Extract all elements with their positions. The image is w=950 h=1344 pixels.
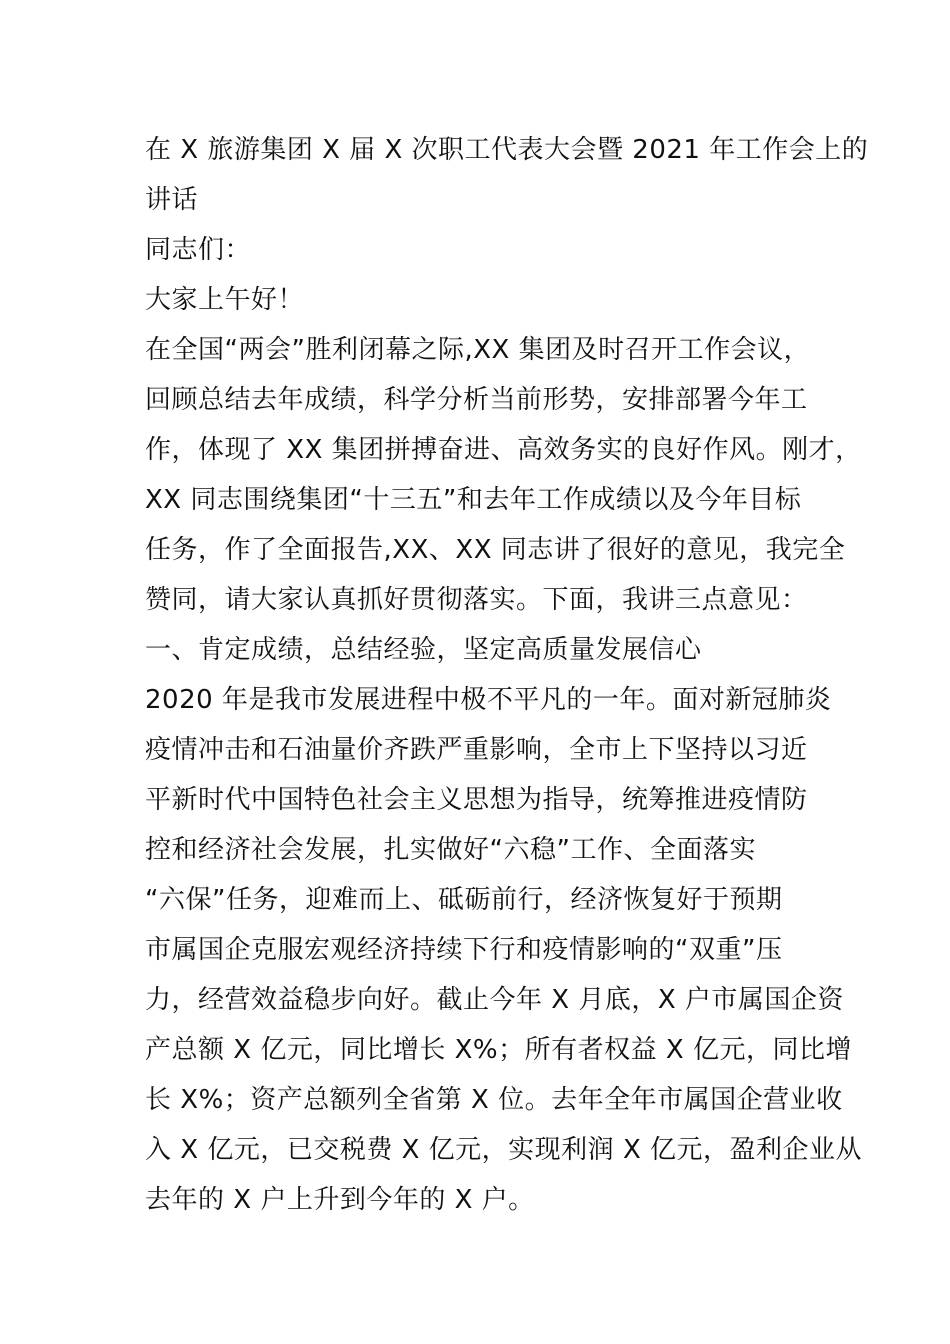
intro-line: 回顾总结去年成绩，科学分析当前形势，安排部署今年工 bbox=[145, 385, 808, 415]
section-heading: 一、肯定成绩，总结经验，坚定高质量发展信心 bbox=[145, 635, 702, 665]
body-line: 产总额 X 亿元，同比增长 X%；所有者权益 X 亿元，同比增 bbox=[145, 1035, 852, 1065]
salutation: 大家上午好！ bbox=[145, 285, 305, 315]
body-line: 控和经济社会发展，扎实做好“六稳”工作、全面落实 bbox=[145, 835, 756, 865]
intro-line: 在全国“两会”胜利闭幕之际,XX 集团及时召开工作会议， bbox=[145, 335, 811, 365]
title-line-1: 在 X 旅游集团 X 届 X 次职工代表大会暨 2021 年工作会上的 bbox=[145, 135, 869, 165]
body-line: 平新时代中国特色社会主义思想为指导，统筹推进疫情防 bbox=[145, 785, 808, 815]
intro-line: 任务，作了全面报告,XX、XX 同志讲了很好的意见，我完全 bbox=[145, 535, 846, 565]
intro-line: 赞同，请大家认真抓好贯彻落实。下面，我讲三点意见： bbox=[145, 585, 808, 615]
greeting: 同志们： bbox=[145, 235, 252, 265]
body-line: 疫情冲击和石油量价齐跌严重影响，全市上下坚持以习近 bbox=[145, 735, 808, 765]
body-line: 市属国企克服宏观经济持续下行和疫情影响的“双重”压 bbox=[145, 935, 783, 965]
intro-line: 作，体现了 XX 集团拼搏奋进、高效务实的良好作风。刚才， bbox=[145, 435, 862, 465]
body-line: 2020 年是我市发展进程中极不平凡的一年。面对新冠肺炎 bbox=[145, 685, 832, 715]
body-line: 去年的 X 户上升到今年的 X 户。 bbox=[145, 1185, 535, 1215]
body-line: 长 X%；资产总额列全省第 X 位。去年全年市属国企营业收 bbox=[145, 1085, 843, 1115]
body-line: 入 X 亿元，已交税费 X 亿元，实现利润 X 亿元，盈利企业从 bbox=[145, 1135, 863, 1165]
body-line: 力，经营效益稳步向好。截止今年 X 月底，X 户市属国企资 bbox=[145, 985, 844, 1015]
body-line: “六保”任务，迎难而上、砥砺前行，经济恢复好于预期 bbox=[145, 885, 783, 915]
title-line-2: 讲话 bbox=[145, 185, 199, 215]
intro-line: XX 同志围绕集团“十三五”和去年工作成绩以及今年目标 bbox=[145, 485, 802, 515]
